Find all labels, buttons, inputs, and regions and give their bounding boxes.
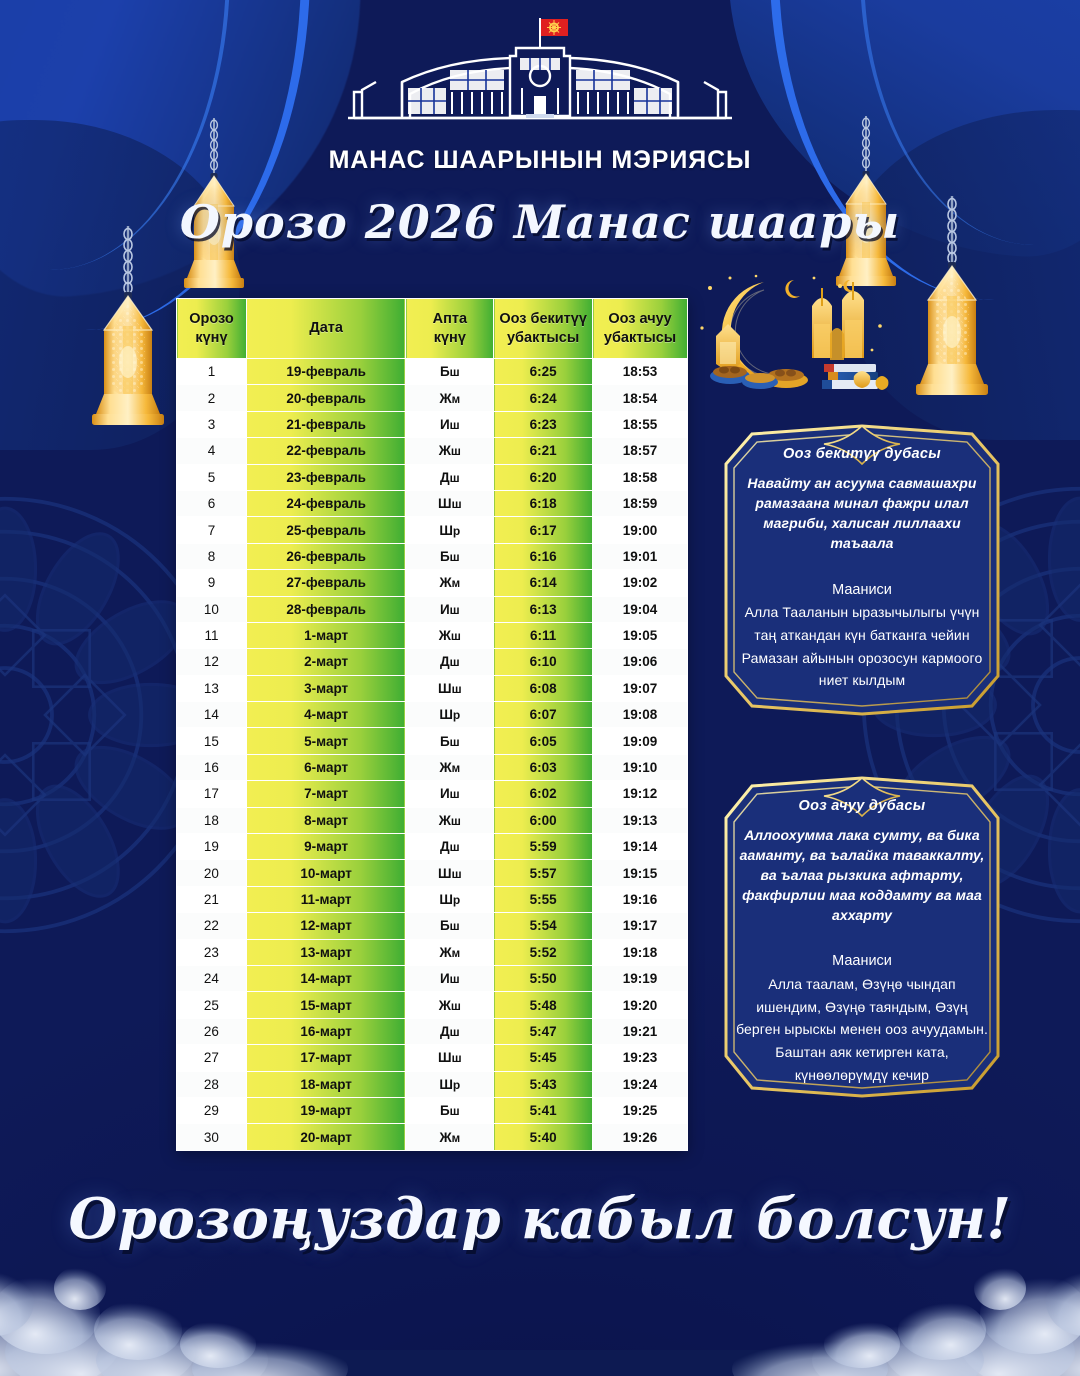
cell-fast-day: 10	[177, 596, 247, 622]
cell-date: 18-март	[246, 1071, 406, 1097]
cell-weekday: Шр	[406, 1071, 494, 1097]
cell-suhur-time: 6:23	[494, 411, 593, 437]
cell-iftar-time: 19:01	[593, 543, 688, 569]
column-header-weekday: Апта күнү	[406, 299, 494, 359]
cell-weekday: Шр	[406, 886, 494, 912]
cell-weekday: Жм	[406, 939, 494, 965]
cell-iftar-time: 18:54	[593, 385, 688, 411]
cell-weekday: Жм	[406, 1124, 494, 1150]
cell-date: 19-февраль	[246, 359, 406, 385]
cell-iftar-time: 19:17	[593, 913, 688, 939]
cell-weekday: Бш	[406, 543, 494, 569]
table-row	[177, 385, 688, 411]
cell-suhur-time: 6:16	[494, 543, 593, 569]
cell-fast-day: 3	[177, 411, 247, 437]
cell-date: 20-март	[246, 1124, 406, 1150]
cell-date: 3-март	[246, 675, 406, 701]
cell-suhur-time: 6:08	[494, 675, 593, 701]
cell-suhur-time: 5:45	[494, 1045, 593, 1071]
poster-header	[0, 0, 1080, 249]
suhur-dua-meaning: Алла Тааланын ыразычылыгы үчүн таң аткандан күн батканга чейин Рамазан айынын орозосун кармоого ниет кылдым	[741, 604, 983, 689]
table-row	[177, 834, 688, 860]
table-row	[177, 965, 688, 991]
cell-suhur-time: 5:41	[494, 1097, 593, 1123]
cell-weekday: Жш	[406, 807, 494, 833]
table-row	[177, 1124, 688, 1150]
table-row	[177, 411, 688, 437]
cell-suhur-time: 5:40	[494, 1124, 593, 1150]
cell-iftar-time: 19:07	[593, 675, 688, 701]
table-row	[177, 1045, 688, 1071]
cell-weekday: Шш	[406, 1045, 494, 1071]
table-header-row	[177, 299, 688, 359]
cell-weekday: Жм	[406, 754, 494, 780]
cell-weekday: Жм	[406, 570, 494, 596]
cell-weekday: Жш	[406, 992, 494, 1018]
iftar-dua-transliteration: Аллоохумма лака сумту, ва бика ааманту, ва ъалайка таваккалту, ва ъалаа рызкика афтарту, факфирлии маа коддамту ва маа аххарту	[739, 827, 985, 923]
crescent-moon-icon	[785, 280, 800, 298]
cell-iftar-time: 18:53	[593, 359, 688, 385]
cell-fast-day: 27	[177, 1045, 247, 1071]
ramadan-calendar-table	[176, 298, 688, 1151]
hanging-lantern-icon	[82, 226, 174, 440]
table-row	[177, 807, 688, 833]
table-row	[177, 860, 688, 886]
cell-suhur-time: 6:11	[494, 622, 593, 648]
cell-date: 5-март	[246, 728, 406, 754]
column-header-iftar-time: Ооз ачуу убактысы	[593, 299, 688, 359]
cell-weekday: Шр	[406, 702, 494, 728]
table-row	[177, 913, 688, 939]
iftar-dua-meaning: Алла таалам, Өзүңө чындап ишендим, Өзүңө таяндым, Өзүң берген ырыскы менен ооз ачуудамын. Баштан аяк кетирген ката, күнөөлөрүмдү кечир	[736, 976, 988, 1083]
cell-weekday: Жм	[406, 385, 494, 411]
table-row	[177, 939, 688, 965]
cell-iftar-time: 18:58	[593, 464, 688, 490]
cell-weekday: Шш	[406, 675, 494, 701]
cell-suhur-time: 6:13	[494, 596, 593, 622]
cell-fast-day: 12	[177, 649, 247, 675]
cell-fast-day: 4	[177, 438, 247, 464]
cell-date: 11-март	[246, 886, 406, 912]
cell-suhur-time: 6:10	[494, 649, 593, 675]
table-header	[177, 299, 688, 359]
cell-fast-day: 8	[177, 543, 247, 569]
cell-suhur-time: 5:57	[494, 860, 593, 886]
cell-suhur-time: 6:07	[494, 702, 593, 728]
cell-suhur-time: 5:52	[494, 939, 593, 965]
cell-fast-day: 25	[177, 992, 247, 1018]
cell-iftar-time: 19:24	[593, 1071, 688, 1097]
cell-iftar-time: 19:23	[593, 1045, 688, 1071]
table-row	[177, 543, 688, 569]
cell-iftar-time: 19:20	[593, 992, 688, 1018]
cell-weekday: Дш	[406, 649, 494, 675]
cell-iftar-time: 19:18	[593, 939, 688, 965]
table-row	[177, 359, 688, 385]
cell-fast-day: 18	[177, 807, 247, 833]
cell-weekday: Иш	[406, 965, 494, 991]
cell-date: 20-февраль	[246, 385, 406, 411]
table-row	[177, 622, 688, 648]
cell-suhur-time: 5:59	[494, 834, 593, 860]
cell-date: 26-февраль	[246, 543, 406, 569]
suhur-dua-content	[712, 420, 1012, 720]
table-row	[177, 675, 688, 701]
cell-iftar-time: 18:57	[593, 438, 688, 464]
suhur-dua-title: Ооз бекитүү дубасы	[783, 446, 941, 462]
cell-iftar-time: 19:26	[593, 1124, 688, 1150]
cell-weekday: Иш	[406, 411, 494, 437]
cell-date: 19-март	[246, 1097, 406, 1123]
table-row	[177, 438, 688, 464]
cell-fast-day: 15	[177, 728, 247, 754]
cell-fast-day: 23	[177, 939, 247, 965]
cell-fast-day: 30	[177, 1124, 247, 1150]
table-row	[177, 1071, 688, 1097]
cell-date: 23-февраль	[246, 464, 406, 490]
cell-suhur-time: 6:20	[494, 464, 593, 490]
cell-suhur-time: 6:18	[494, 490, 593, 516]
cell-weekday: Бш	[406, 1097, 494, 1123]
cell-suhur-time: 6:00	[494, 807, 593, 833]
cell-date: 12-март	[246, 913, 406, 939]
suhur-meaning-label: Мааниси	[832, 581, 892, 598]
table-row	[177, 781, 688, 807]
cell-fast-day: 14	[177, 702, 247, 728]
cell-suhur-time: 6:02	[494, 781, 593, 807]
table-row	[177, 1097, 688, 1123]
cell-iftar-time: 19:14	[593, 834, 688, 860]
cell-date: 17-март	[246, 1045, 406, 1071]
cell-iftar-time: 19:12	[593, 781, 688, 807]
column-header-fast-day: Орозо күнү	[177, 299, 247, 359]
suhur-dua-transliteration: Навайту ан асуума савмашахри рамазаана минал фажри илал магриби, халисан лиллаахи таъаала	[747, 475, 977, 551]
cell-iftar-time: 18:59	[593, 490, 688, 516]
cell-date: 2-март	[246, 649, 406, 675]
cell-weekday: Шр	[406, 517, 494, 543]
cell-date: 10-март	[246, 860, 406, 886]
cell-date: 16-март	[246, 1018, 406, 1044]
cell-iftar-time: 19:25	[593, 1097, 688, 1123]
cell-suhur-time: 6:03	[494, 754, 593, 780]
column-header-suhur-time: Ооз бекитүү убактысы	[494, 299, 593, 359]
table-row	[177, 992, 688, 1018]
cell-fast-day: 6	[177, 490, 247, 516]
cell-date: 6-март	[246, 754, 406, 780]
table-row	[177, 464, 688, 490]
table-row	[177, 649, 688, 675]
cell-fast-day: 24	[177, 965, 247, 991]
cell-date: 1-март	[246, 622, 406, 648]
cell-date: 14-март	[246, 965, 406, 991]
iftar-dua-title: Ооз ачуу дубасы	[798, 798, 926, 814]
cell-fast-day: 17	[177, 781, 247, 807]
cell-fast-day: 9	[177, 570, 247, 596]
cell-weekday: Бш	[406, 913, 494, 939]
cell-fast-day: 21	[177, 886, 247, 912]
table-row	[177, 1018, 688, 1044]
cell-date: 4-март	[246, 702, 406, 728]
cell-weekday: Бш	[406, 359, 494, 385]
cell-iftar-time: 19:08	[593, 702, 688, 728]
government-building-icon	[330, 14, 750, 144]
cell-suhur-time: 5:55	[494, 886, 593, 912]
cell-iftar-time: 19:15	[593, 860, 688, 886]
cell-weekday: Бш	[406, 728, 494, 754]
iftar-dua-content	[712, 772, 1012, 1102]
cell-date: 13-март	[246, 939, 406, 965]
cell-iftar-time: 19:04	[593, 596, 688, 622]
cell-iftar-time: 19:16	[593, 886, 688, 912]
cell-date: 21-февраль	[246, 411, 406, 437]
ramadan-decoration-cluster	[694, 272, 900, 400]
cell-fast-day: 22	[177, 913, 247, 939]
organization-name: МАНАС ШААРЫНЫН МЭРИЯСЫ	[328, 146, 752, 174]
cell-fast-day: 29	[177, 1097, 247, 1123]
cell-weekday: Дш	[406, 1018, 494, 1044]
cell-iftar-time: 18:55	[593, 411, 688, 437]
cell-suhur-time: 6:21	[494, 438, 593, 464]
table-row	[177, 517, 688, 543]
table-body	[177, 359, 688, 1151]
cell-date: 22-февраль	[246, 438, 406, 464]
table-row	[177, 728, 688, 754]
cell-iftar-time: 19:02	[593, 570, 688, 596]
cell-weekday: Жш	[406, 622, 494, 648]
suhur-dua-panel	[712, 420, 1012, 720]
cell-date: 15-март	[246, 992, 406, 1018]
cell-weekday: Шш	[406, 860, 494, 886]
cell-fast-day: 2	[177, 385, 247, 411]
cell-suhur-time: 6:24	[494, 385, 593, 411]
cell-weekday: Дш	[406, 834, 494, 860]
mosque-dome-icon	[812, 280, 864, 360]
cell-fast-day: 11	[177, 622, 247, 648]
cell-date: 9-март	[246, 834, 406, 860]
cell-fast-day: 7	[177, 517, 247, 543]
cell-suhur-time: 5:54	[494, 913, 593, 939]
cell-fast-day: 5	[177, 464, 247, 490]
cell-date: 7-март	[246, 781, 406, 807]
cell-weekday: Иш	[406, 781, 494, 807]
greeting-text: Орозоңуздар кабыл болсун!	[68, 1186, 1012, 1252]
table-row	[177, 596, 688, 622]
cell-fast-day: 20	[177, 860, 247, 886]
cell-date: 25-февраль	[246, 517, 406, 543]
cell-fast-day: 26	[177, 1018, 247, 1044]
iftar-meaning-label: Мааниси	[832, 953, 892, 970]
table-row	[177, 754, 688, 780]
cell-date: 28-февраль	[246, 596, 406, 622]
cell-suhur-time: 5:47	[494, 1018, 593, 1044]
cell-fast-day: 13	[177, 675, 247, 701]
cell-iftar-time: 19:06	[593, 649, 688, 675]
cell-iftar-time: 19:09	[593, 728, 688, 754]
cell-date: 27-февраль	[246, 570, 406, 596]
table-row	[177, 886, 688, 912]
cell-date: 8-март	[246, 807, 406, 833]
cell-weekday: Жш	[406, 438, 494, 464]
iftar-dua-panel	[712, 772, 1012, 1102]
cell-fast-day: 16	[177, 754, 247, 780]
table-row	[177, 570, 688, 596]
cell-suhur-time: 6:17	[494, 517, 593, 543]
cell-suhur-time: 6:05	[494, 728, 593, 754]
cell-fast-day: 19	[177, 834, 247, 860]
cell-fast-day: 1	[177, 359, 247, 385]
cell-suhur-time: 6:14	[494, 570, 593, 596]
cell-iftar-time: 19:19	[593, 965, 688, 991]
cell-suhur-time: 6:25	[494, 359, 593, 385]
cell-iftar-time: 19:05	[593, 622, 688, 648]
cell-fast-day: 28	[177, 1071, 247, 1097]
table-row	[177, 702, 688, 728]
cell-iftar-time: 19:00	[593, 517, 688, 543]
hanging-lantern-icon	[716, 324, 740, 372]
cell-weekday: Иш	[406, 596, 494, 622]
page-title: Орозо 2026 Манас шаары	[179, 195, 901, 249]
cell-weekday: Шш	[406, 490, 494, 516]
kyrgyzstan-flag-icon	[540, 18, 568, 48]
cell-iftar-time: 19:10	[593, 754, 688, 780]
cell-iftar-time: 19:13	[593, 807, 688, 833]
column-header-date: Дата	[246, 299, 406, 359]
cell-date: 24-февраль	[246, 490, 406, 516]
cell-suhur-time: 5:48	[494, 992, 593, 1018]
cell-suhur-time: 5:43	[494, 1071, 593, 1097]
cell-suhur-time: 5:50	[494, 965, 593, 991]
cell-iftar-time: 19:21	[593, 1018, 688, 1044]
table-row	[177, 490, 688, 516]
cell-weekday: Дш	[406, 464, 494, 490]
